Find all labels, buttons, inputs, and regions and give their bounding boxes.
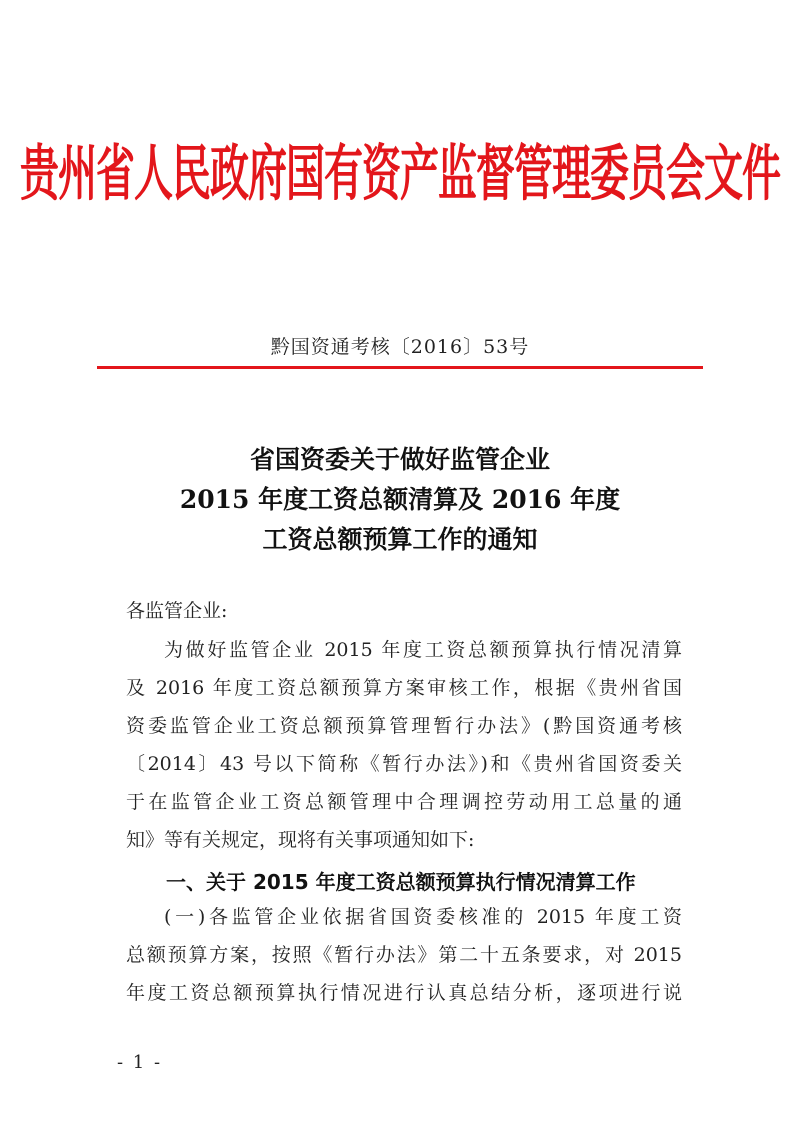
red-separator-line — [97, 366, 703, 369]
paragraph-1-line: 为做好监管企业 2015 年度工资总额预算执行情况清算 — [164, 639, 682, 661]
paragraph-1-line: 资委监管企业工资总额预算管理暂行办法》(黔国资通考核 — [126, 715, 682, 737]
page-number: - 1 - — [117, 1052, 163, 1073]
paragraph-1-line: 〔2014〕43 号以下简称《暂行办法》)和《贵州省国资委关 — [126, 753, 682, 775]
salutation: 各监管企业: — [126, 600, 228, 622]
section-1-heading: 一、关于 2015 年度工资总额预算执行情况清算工作 — [166, 870, 636, 894]
paragraph-1-line: 知》等有关规定，现将有关事项通知如下: — [126, 829, 475, 851]
paragraph-1-line: 于在监管企业工资总额管理中合理调控劳动用工总量的通 — [126, 791, 682, 813]
issuer-title: 贵州省人民政府国有资产监督管理委员会文件 — [19, 138, 780, 210]
paragraph-2-line: 年度工资总额预算执行情况进行认真总结分析，逐项进行说 — [126, 982, 682, 1004]
notice-title — [0, 440, 800, 560]
notice-title-line-2: 2015 年度工资总额清算及 2016 年度 — [179, 485, 621, 514]
notice-title-line-3: 工资总额预算工作的通知 — [262, 525, 538, 554]
paragraph-2-line: (一)各监管企业依据省国资委核准的 2015 年度工资 — [164, 906, 682, 928]
paragraph-1-line: 及 2016 年度工资总额预算方案审核工作，根据《贵州省国 — [126, 677, 682, 699]
document-number: 黔国资通考核〔2016〕53号 — [270, 336, 530, 358]
notice-title-line-1: 省国资委关于做好监管企业 — [249, 445, 550, 474]
paragraph-2-line: 总额预算方案，按照《暂行办法》第二十五条要求，对 2015 — [126, 944, 682, 966]
